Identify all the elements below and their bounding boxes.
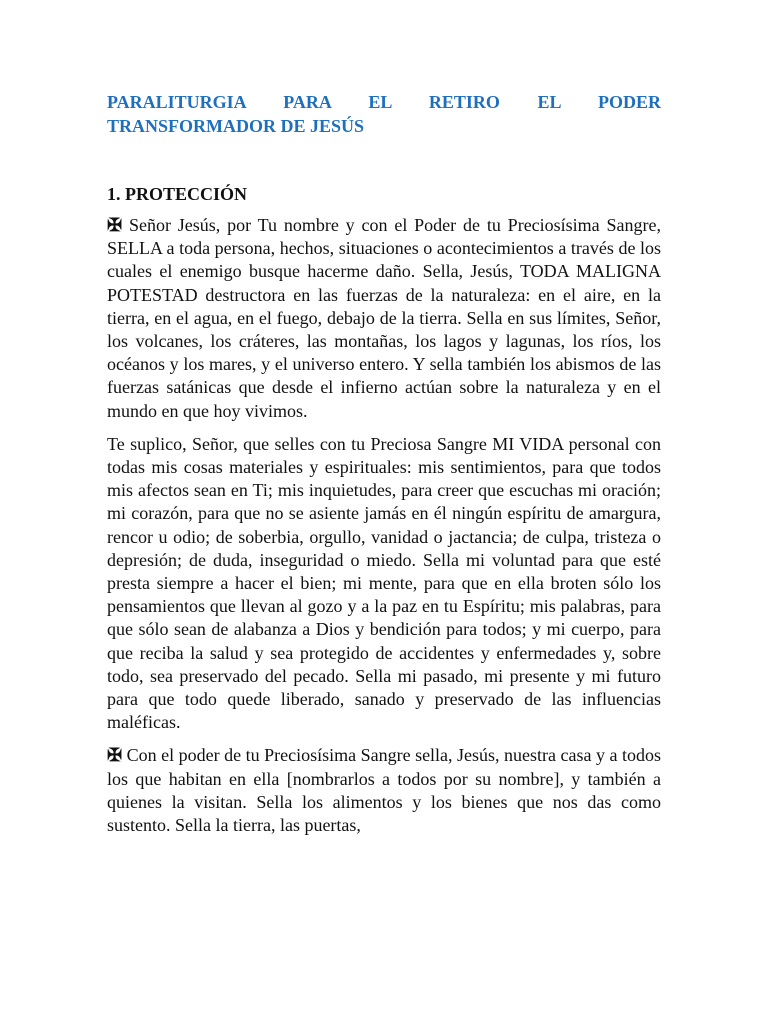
maltese-cross-icon: ✠ — [107, 745, 123, 766]
paragraph-3-text: Con el poder de tu Preciosísima Sangre sella, Jesús, nuestra casa y a todos los que habitan en ella [nombrarlos a todos por su nombre], y también a quienes la visitan. Sella los alimentos y los bienes que nos das como sustento. Sella la tierra, las puertas, — [107, 745, 662, 836]
paragraph-3 — [107, 744, 661, 837]
paragraph-2-text: Te suplico, Señor, que selles con tu Preciosa Sangre MI VIDA personal con todas mis cosas materiales y espirituales: mis sentimientos, para que todos mis afectos sean en Ti; mis inquietudes, para creer que escuchas mi oración; mi corazón, para que no se asiente jamás en él ningún espíritu de amargura, rencor u odio; de soberbia, orgullo, vanidad o jactancia; de culpa, tristeza o depresión; de duda, inseguridad o miedo. Sella mi voluntad para que esté presta siempre a hacer el bien; mi mente, para que en ella broten sólo los pensamientos que llevan al gozo y a la paz en tu Espíritu; mis palabras, para que sólo sean de alabanza a Dios y bendición para todos; y mi cuerpo, para que reciba la salud y sea protegido de accidentes y enfermedades y, sobre todo, sea preservado del pecado. Sella mi pasado, mi presente y mi futuro para que todo quede liberado, sanado y preservado de las influencias maléficas. — [107, 433, 661, 733]
document-title: PARALITURGIA PARA EL RETIRO EL PODER TRANSFORMADOR DE JESÚS — [107, 92, 661, 136]
paragraph-2 — [107, 433, 661, 735]
maltese-cross-icon: ✠ — [107, 215, 123, 235]
paragraph-1 — [107, 214, 661, 423]
paragraph-1-text: Señor Jesús, por Tu nombre y con el Poder de tu Preciosísima Sangre, SELLA a toda persona, hechos, situaciones o acontecimientos a través de los cuales el enemigo busque hacerme daño. Sella, Jesús, TODA MALIGNA POTESTAD destructora en las fuerzas de la naturaleza: en el aire, en la tierra, en el agua, en el fuego, debajo de la tierra. Sella en sus límites, Señor, los volcanes, los cráteres, las montañas, los lagos y lagunas, los ríos, los océanos y los mares, y el universo entero. Y sella también los abismos de las fuerzas satánicas que desde el infierno actúan sobre la naturaleza y en el mundo en que hoy vivimos. — [107, 215, 661, 421]
section-heading-proteccion: 1. PROTECCIÓN — [107, 184, 248, 204]
document-page — [107, 90, 661, 847]
